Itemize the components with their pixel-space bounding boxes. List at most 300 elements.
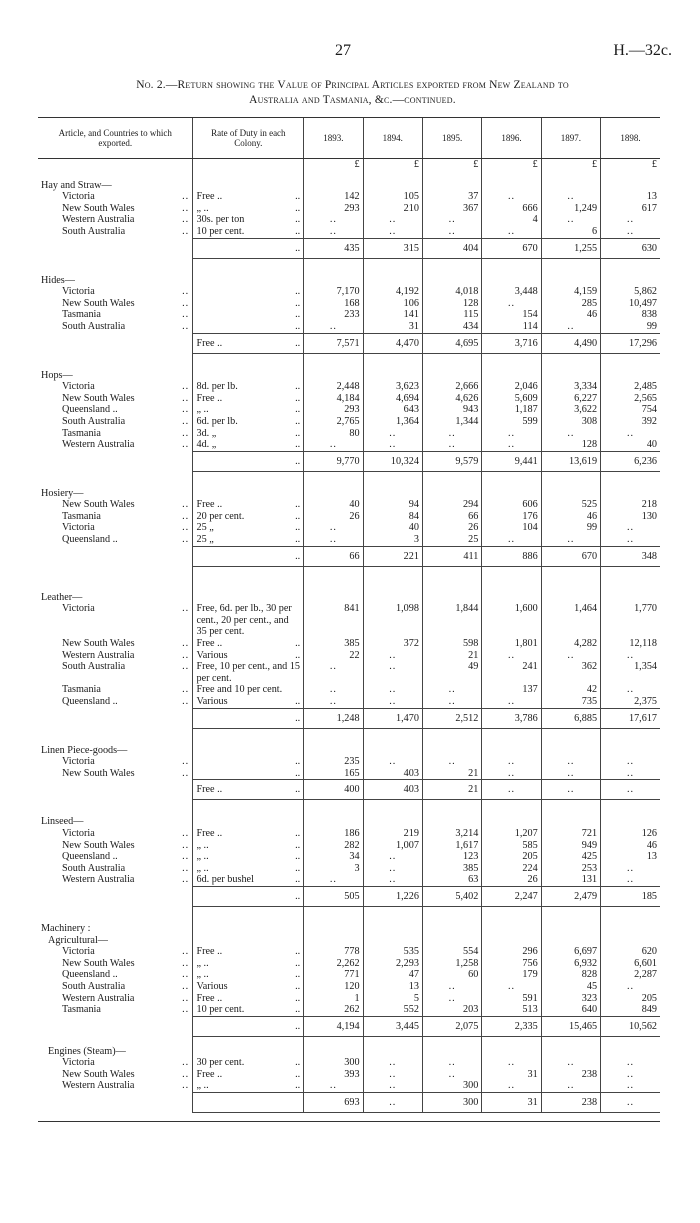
- year-value: ..: [541, 214, 600, 226]
- leader-dots: ..: [295, 455, 301, 467]
- leader-dots: ..: [295, 851, 301, 863]
- spacer-cell: [422, 171, 481, 180]
- country-name: New South Wales: [62, 957, 135, 969]
- year-value: ..: [541, 428, 600, 440]
- spacer-cell: [193, 566, 304, 583]
- year-value: 142: [304, 191, 363, 203]
- duty-text: 10 per cent.: [196, 225, 245, 237]
- country-name: Western Australia: [62, 214, 135, 226]
- article-subheading-row: [38, 935, 660, 947]
- year-value: ..: [422, 756, 481, 768]
- article-heading-row: [38, 180, 660, 192]
- country-name: South Australia: [62, 415, 126, 427]
- empty-cell: [363, 745, 422, 757]
- year-value: 300: [422, 1080, 481, 1092]
- duty-text: Free ..: [196, 946, 223, 958]
- empty-cell: [422, 275, 481, 287]
- year-value: ..: [363, 1057, 422, 1069]
- duty-text: „ ..: [196, 969, 209, 981]
- spacer-cell: [422, 800, 481, 817]
- year-value: ..: [304, 661, 363, 684]
- year-value: ..: [482, 768, 541, 780]
- year-value: ..: [422, 684, 481, 696]
- year-value: ..: [422, 981, 481, 993]
- duty-rate: [193, 309, 304, 321]
- year-value: 49: [422, 661, 481, 684]
- spacer-cell: [422, 1036, 481, 1046]
- leader-dots: ..: [295, 827, 301, 839]
- total-duty-cell: [193, 886, 304, 906]
- total-value: 886: [482, 546, 541, 566]
- country-row: [38, 756, 660, 768]
- leader-dots: ..: [182, 638, 190, 650]
- country-row: [38, 684, 660, 696]
- country-name: New South Wales: [62, 297, 135, 309]
- country-name: Tasmania: [62, 684, 101, 696]
- year-value: 168: [304, 298, 363, 310]
- empty-cell: [193, 923, 304, 935]
- leader-dots: ..: [295, 427, 301, 439]
- empty-cell: [422, 745, 481, 757]
- year-value: ..: [601, 863, 660, 875]
- year-value: ..: [482, 650, 541, 662]
- empty-cell: [304, 816, 363, 828]
- year-value: 606: [482, 499, 541, 511]
- leader-dots: ..: [295, 712, 301, 724]
- leader-dots: ..: [295, 550, 301, 562]
- leader-dots: ..: [295, 337, 301, 349]
- country-name: South Australia: [62, 225, 126, 237]
- country-row: [38, 309, 660, 321]
- year-value: 84: [363, 511, 422, 523]
- duty-rate: [193, 768, 304, 780]
- year-value: ..: [482, 696, 541, 708]
- year-value: ..: [601, 650, 660, 662]
- country-row: [38, 1004, 660, 1016]
- total-label-spacer: [38, 546, 193, 566]
- leader-dots: ..: [182, 684, 190, 696]
- total-value: 403: [363, 780, 422, 800]
- leader-dots: ..: [295, 784, 301, 796]
- leader-dots: ..: [182, 499, 190, 511]
- return-title: [40, 78, 665, 108]
- article-heading-row: [38, 275, 660, 287]
- year-value: 218: [601, 499, 660, 511]
- year-value: 308: [541, 416, 600, 428]
- empty-cell: [193, 935, 304, 947]
- year-value: 233: [304, 309, 363, 321]
- spacer-cell: [541, 171, 600, 180]
- duty-text: 30 per cent.: [196, 1057, 245, 1069]
- duty-text: „ ..: [196, 851, 209, 863]
- country-row: [38, 522, 660, 534]
- spacer-cell: [38, 583, 193, 592]
- year-value: 4,694: [363, 393, 422, 405]
- article-heading-row: [38, 745, 660, 757]
- year-value: ..: [541, 321, 600, 333]
- spacer-cell: [541, 728, 600, 745]
- total-value: 9,441: [482, 451, 541, 471]
- country-row: [38, 851, 660, 863]
- year-value: 2,485: [601, 381, 660, 393]
- leader-dots: ..: [295, 191, 301, 203]
- country-name: New South Wales: [62, 839, 135, 851]
- total-row: [38, 546, 660, 566]
- year-value: 165: [304, 768, 363, 780]
- leader-dots: ..: [295, 957, 301, 969]
- country-name: South Australia: [62, 320, 126, 332]
- year-value: 1,007: [363, 840, 422, 852]
- leader-dots: ..: [295, 992, 301, 1004]
- year-value: ..: [601, 756, 660, 768]
- header-row: [38, 118, 660, 159]
- year-value: ..: [541, 534, 600, 546]
- year-value: 666: [482, 203, 541, 215]
- leader-dots: ..: [295, 969, 301, 981]
- spacer-cell: [304, 471, 363, 488]
- total-value: ..: [482, 780, 541, 800]
- spacer-cell: [38, 171, 193, 180]
- year-value: 123: [422, 851, 481, 863]
- year-value: 80: [304, 428, 363, 440]
- year-value: ..: [363, 1080, 422, 1092]
- total-value: 2,479: [541, 886, 600, 906]
- country-name: New South Wales: [62, 638, 135, 650]
- year-value: 179: [482, 969, 541, 981]
- year-value: 367: [422, 203, 481, 215]
- spacer-cell: [38, 566, 193, 583]
- spacer-cell: [38, 258, 193, 275]
- year-value: 94: [363, 499, 422, 511]
- leader-dots: ..: [295, 1020, 301, 1032]
- total-value: 2,247: [482, 886, 541, 906]
- year-value: 425: [541, 851, 600, 863]
- duty-text: Free ..: [196, 392, 223, 404]
- year-value: 241: [482, 661, 541, 684]
- year-value: ..: [422, 696, 481, 708]
- leader-dots: ..: [182, 320, 190, 332]
- year-value: 154: [482, 309, 541, 321]
- year-value: ..: [363, 696, 422, 708]
- duty-rate: [193, 851, 304, 863]
- spacer-cell: [363, 800, 422, 817]
- country-name: New South Wales: [62, 1068, 135, 1080]
- duty-text: „ ..: [196, 404, 209, 416]
- duty-rate: [193, 863, 304, 875]
- year-value: 31: [363, 321, 422, 333]
- year-value: 640: [541, 1004, 600, 1016]
- spacer-cell: [482, 1036, 541, 1046]
- country-name: Victoria: [62, 756, 95, 768]
- year-value: 1,258: [422, 958, 481, 970]
- spacer-cell: [38, 800, 193, 817]
- total-value: 1,255: [541, 238, 600, 258]
- article-heading-row: [38, 370, 660, 382]
- country-row: [38, 840, 660, 852]
- year-value: 1,098: [363, 603, 422, 638]
- total-value: 17,296: [601, 333, 660, 353]
- duty-rate: [193, 534, 304, 546]
- year-value: 2,565: [601, 393, 660, 405]
- year-value: 296: [482, 946, 541, 958]
- country-name: Victoria: [62, 827, 95, 839]
- year-value: 2,666: [422, 381, 481, 393]
- year-value: 643: [363, 404, 422, 416]
- leader-dots: ..: [295, 286, 301, 298]
- empty-cell: [422, 370, 481, 382]
- exports-table: [38, 117, 660, 1113]
- year-value: 128: [422, 298, 481, 310]
- year-value: ..: [482, 428, 541, 440]
- spacer-cell: [363, 171, 422, 180]
- empty-cell: [193, 275, 304, 287]
- empty-cell: [601, 180, 660, 192]
- year-value: 285: [541, 298, 600, 310]
- duty-text: Free ..: [196, 191, 223, 203]
- total-duty-cell: [193, 238, 304, 258]
- spacer-row: [38, 353, 660, 370]
- year-value: ..: [363, 684, 422, 696]
- spacer-cell: [363, 566, 422, 583]
- year-value: ..: [304, 439, 363, 451]
- country-row: [38, 226, 660, 238]
- year-value: 115: [422, 309, 481, 321]
- year-value: 3,214: [422, 828, 481, 840]
- year-value: 385: [422, 863, 481, 875]
- total-value: 1,470: [363, 708, 422, 728]
- year-value: 949: [541, 840, 600, 852]
- page-number: 27: [335, 42, 351, 59]
- empty-cell: [422, 180, 481, 192]
- year-value: 554: [422, 946, 481, 958]
- leader-dots: ..: [295, 499, 301, 511]
- country-row: [38, 603, 660, 638]
- duty-text: 3d. „: [196, 427, 217, 439]
- year-value: ..: [541, 1080, 600, 1092]
- year-value: 294: [422, 499, 481, 511]
- total-label-spacer: [38, 333, 193, 353]
- year-value: ..: [363, 756, 422, 768]
- leader-dots: ..: [182, 767, 190, 779]
- year-value: 3,334: [541, 381, 600, 393]
- duty-text: „ ..: [196, 957, 209, 969]
- total-value: 630: [601, 238, 660, 258]
- leader-dots: ..: [182, 309, 190, 321]
- leader-dots: ..: [182, 649, 190, 661]
- spacer-cell: [601, 471, 660, 488]
- year-value: ..: [422, 226, 481, 238]
- spacer-cell: [601, 566, 660, 583]
- total-value: 221: [363, 546, 422, 566]
- leader-dots: ..: [295, 649, 301, 661]
- empty-cell: [482, 370, 541, 382]
- empty-cell: [422, 935, 481, 947]
- country-row: [38, 321, 660, 333]
- empty-cell: [541, 592, 600, 604]
- empty-cell: [304, 488, 363, 500]
- empty-cell: [482, 923, 541, 935]
- year-value: ..: [304, 321, 363, 333]
- empty-cell: [482, 592, 541, 604]
- duty-rate: [193, 828, 304, 840]
- total-label-spacer: [38, 886, 193, 906]
- empty-cell: [482, 745, 541, 757]
- spacer-cell: [422, 258, 481, 275]
- duty-rate: [193, 638, 304, 650]
- country-row: [38, 1069, 660, 1081]
- year-value: ..: [541, 756, 600, 768]
- year-value: 2,046: [482, 381, 541, 393]
- duty-text: Free ..: [196, 337, 223, 349]
- leader-dots: ..: [182, 439, 190, 451]
- spacer-cell: [193, 471, 304, 488]
- country-row: [38, 286, 660, 298]
- total-value: 185: [601, 886, 660, 906]
- duty-rate: [193, 511, 304, 523]
- empty-cell: [193, 180, 304, 192]
- year-value: 4,018: [422, 286, 481, 298]
- leader-dots: ..: [295, 297, 301, 309]
- duty-rate: [193, 958, 304, 970]
- article-subheading: Engines (Steam)—: [48, 1045, 126, 1057]
- total-duty-cell: [193, 333, 304, 353]
- header-year: 1895.: [422, 118, 481, 159]
- spacer-cell: [304, 1036, 363, 1046]
- year-value: ..: [601, 981, 660, 993]
- spacer-cell: [601, 258, 660, 275]
- year-value: 13: [363, 981, 422, 993]
- country-row: [38, 511, 660, 523]
- year-value: 46: [601, 840, 660, 852]
- year-value: 5: [363, 993, 422, 1005]
- empty-cell: [601, 935, 660, 947]
- year-value: 323: [541, 993, 600, 1005]
- year-value: 42: [541, 684, 600, 696]
- year-value: 13: [601, 191, 660, 203]
- year-value: 2,293: [363, 958, 422, 970]
- total-value: 4,490: [541, 333, 600, 353]
- total-value: 66: [304, 546, 363, 566]
- spacer-cell: [422, 906, 481, 923]
- total-value: 3,445: [363, 1016, 422, 1036]
- country-name: South Australia: [62, 862, 126, 874]
- leader-dots: ..: [295, 225, 301, 237]
- duty-rate: [193, 393, 304, 405]
- year-value: 3: [304, 863, 363, 875]
- year-value: 4,184: [304, 393, 363, 405]
- duty-text: 8d. per lb.: [196, 381, 238, 393]
- year-value: 26: [422, 522, 481, 534]
- leader-dots: ..: [182, 534, 190, 546]
- duty-rate: [193, 522, 304, 534]
- year-value: ..: [482, 226, 541, 238]
- country-name: Tasmania: [62, 427, 101, 439]
- year-value: 31: [482, 1069, 541, 1081]
- leader-dots: ..: [182, 980, 190, 992]
- year-value: ..: [363, 226, 422, 238]
- year-value: 591: [482, 993, 541, 1005]
- empty-cell: [304, 1046, 363, 1058]
- year-value: 131: [541, 874, 600, 886]
- header-duty: Rate of Duty in each Colony.: [193, 118, 304, 159]
- country-row: [38, 650, 660, 662]
- year-value: 40: [363, 522, 422, 534]
- total-value: 2,512: [422, 708, 481, 728]
- empty-cell: [482, 275, 541, 287]
- year-value: ..: [363, 1069, 422, 1081]
- year-value: 1,364: [363, 416, 422, 428]
- spacer-cell: [601, 728, 660, 745]
- empty-cell: [304, 935, 363, 947]
- title-line-2: Australia and Tasmania, &c.—continued.: [249, 94, 456, 106]
- total-value: 6,236: [601, 451, 660, 471]
- duty-text: Free ..: [196, 992, 223, 1004]
- spacer-row: [38, 471, 660, 488]
- country-row: [38, 439, 660, 451]
- leader-dots: ..: [182, 415, 190, 427]
- country-name: Victoria: [62, 1057, 95, 1069]
- duty-rate: [193, 684, 304, 696]
- duty-text: Various: [196, 649, 228, 661]
- leader-dots: ..: [295, 392, 301, 404]
- total-value: 15,465: [541, 1016, 600, 1036]
- spacer-cell: [193, 906, 304, 923]
- article-subheading: Agricultural—: [48, 934, 108, 946]
- spacer-cell: [422, 583, 481, 592]
- year-value: 6: [541, 226, 600, 238]
- year-value: ..: [363, 650, 422, 662]
- article-heading: Linen Piece-goods—: [41, 744, 128, 756]
- header-year: 1897.: [541, 118, 600, 159]
- duty-rate: [193, 874, 304, 886]
- spacer-cell: [363, 258, 422, 275]
- spacer-row: [38, 800, 660, 817]
- spacer-cell: [193, 258, 304, 275]
- year-value: 12,118: [601, 638, 660, 650]
- header-year: 1896.: [482, 118, 541, 159]
- country-name: Victoria: [62, 946, 95, 958]
- empty-cell: [363, 816, 422, 828]
- empty-cell: [601, 816, 660, 828]
- duty-text: 20 per cent.: [196, 510, 245, 522]
- total-duty-cell: [193, 1093, 304, 1113]
- year-value: ..: [482, 756, 541, 768]
- duty-text: 4d. „: [196, 439, 217, 451]
- total-row: [38, 1016, 660, 1036]
- spacer-cell: [304, 258, 363, 275]
- leader-dots: ..: [182, 404, 190, 416]
- total-value: 9,770: [304, 451, 363, 471]
- country-name: South Australia: [62, 661, 126, 673]
- leader-dots: ..: [182, 1057, 190, 1069]
- title-line-1: No. 2.—Return showing the Value of Principal Articles exported from New Zealand to: [136, 79, 569, 91]
- country-row: [38, 381, 660, 393]
- leader-dots: ..: [295, 202, 301, 214]
- duty-text: 25 „: [196, 522, 214, 534]
- spacer-cell: [193, 800, 304, 817]
- total-duty-cell: [193, 708, 304, 728]
- year-value: 771: [304, 969, 363, 981]
- total-value: 4,194: [304, 1016, 363, 1036]
- leader-dots: ..: [295, 890, 301, 902]
- year-value: 778: [304, 946, 363, 958]
- country-row: [38, 981, 660, 993]
- year-value: 6,697: [541, 946, 600, 958]
- year-value: ..: [601, 428, 660, 440]
- country-name: Tasmania: [62, 510, 101, 522]
- year-value: 1,844: [422, 603, 481, 638]
- year-value: 754: [601, 404, 660, 416]
